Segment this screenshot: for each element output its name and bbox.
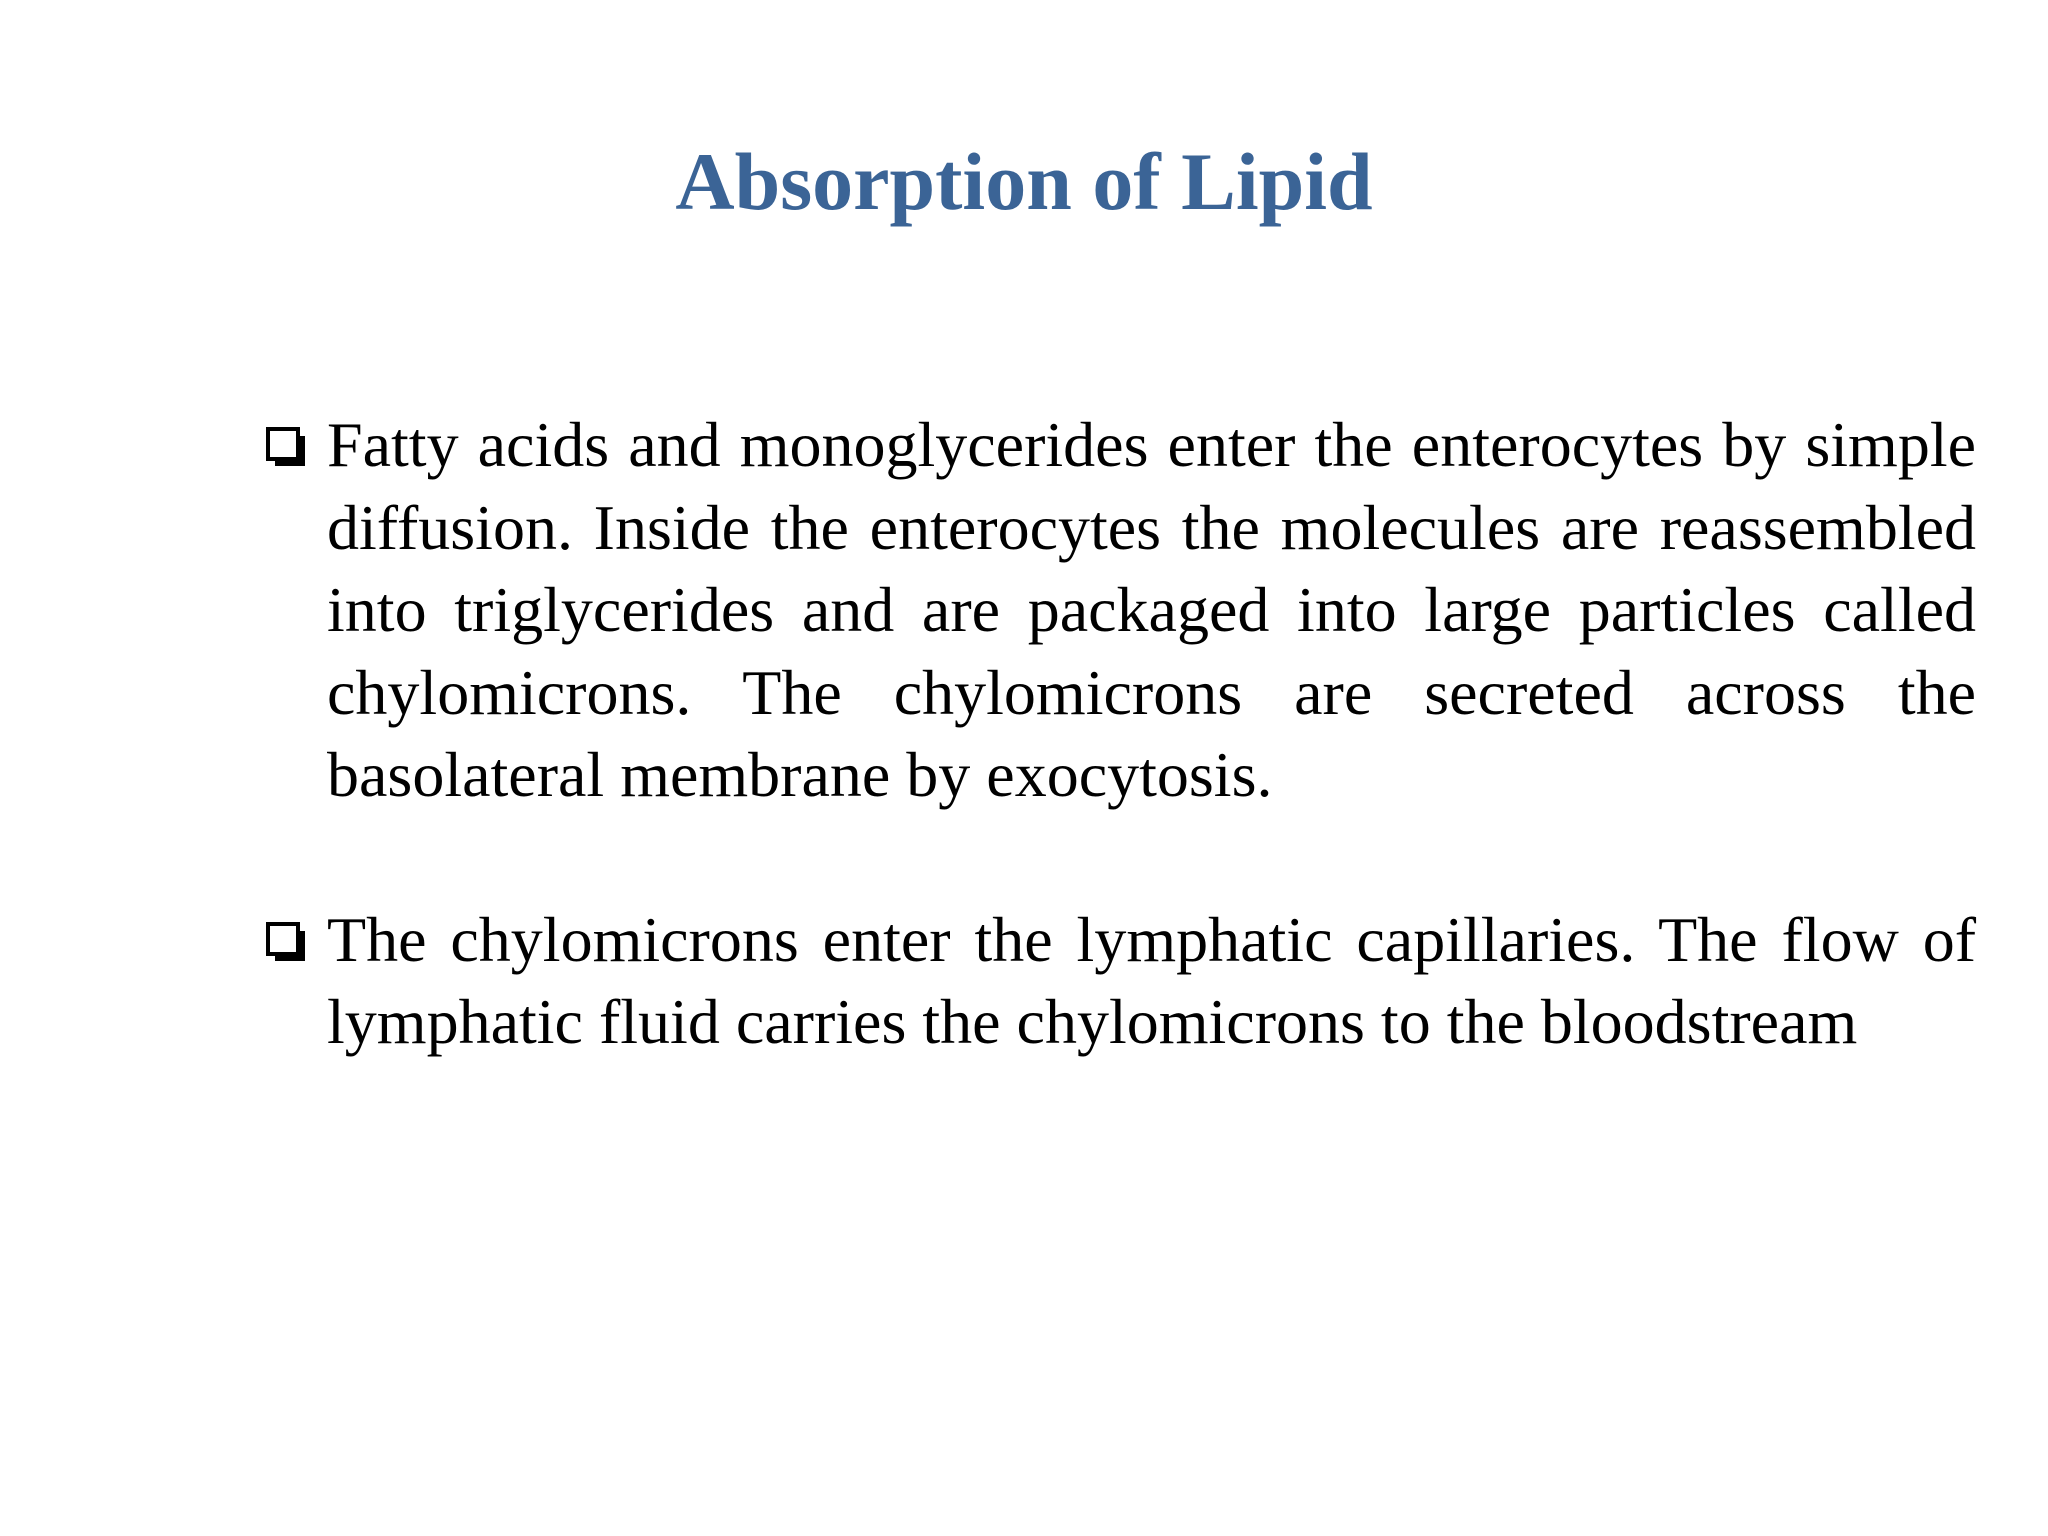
bullet-item (264, 899, 1976, 1064)
bullet-text: Fatty acids and monoglycerides enter the enterocytes by simple diffusion. Inside the enterocytes the molecules are reassembled into triglycerides and are packaged into large particles called chylomicrons. The chylomicrons are secreted across the basolateral membrane by exocytosis. (327, 409, 1976, 810)
slide-title: Absorption of Lipid (675, 136, 1373, 227)
bullet-list (264, 404, 1976, 1064)
bullet-text: The chylomicrons enter the lymphatic capillaries. The flow of lymphatic fluid carries the chylomicrons to the bloodstream (327, 903, 1976, 1057)
bullet-item (264, 404, 1976, 817)
hollow-square-bullet-icon (266, 427, 305, 466)
hollow-square-bullet-icon (266, 922, 305, 961)
